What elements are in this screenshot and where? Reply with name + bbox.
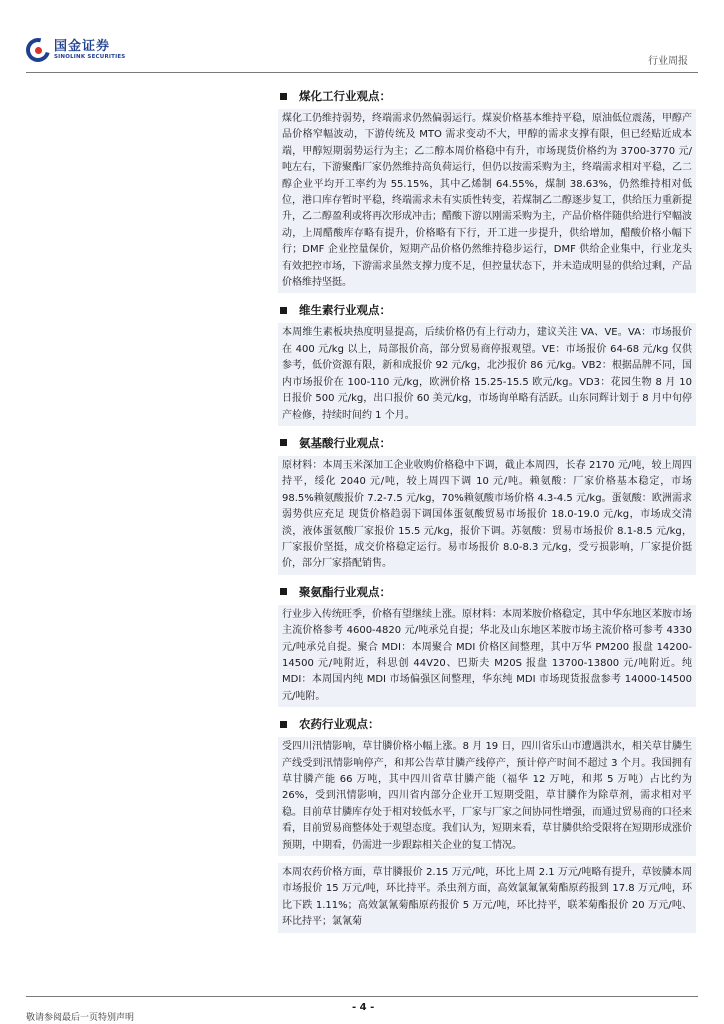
section-title-vitamin: 维生素行业观点： [278,300,696,320]
section-title-pesticide: 农药行业观点： [278,714,696,734]
footer-divider [26,996,698,997]
square-bullet-icon [280,439,287,446]
section-title-polyurethane: 聚氨酯行业观点： [278,582,696,602]
logo-icon [26,38,50,62]
report-type: 行业周报 [648,56,688,67]
square-bullet-icon [280,93,287,100]
company-logo [26,38,125,62]
square-bullet-icon [280,307,287,314]
section-title-amino-acid: 氨基酸行业观点： [278,433,696,453]
footer-disclaimer: 敬请参阅最后一页特别声明 [26,1013,135,1023]
paragraph: 本周维生素板块热度明显提高，后续价格仍有上行动力，建议关注 VA、VE。VA：市场报价在 400 元/kg 以上，局部报价高，部分贸易商停报观望。VE：市场报价 64-68 元/kg 仅供参考，低价资源有限，新和成报价 92 元/kg，北沙报价 86 元/kg。VB2：根据品牌不同，国内市场报价在 100-110 元/kg，欧洲价格 15.25-15.5 欧元/kg。VD3：花园生物 8 月 10 日报价 500 元/kg，出口报价 60 美元/kg，市场询单略有活跃。山东同辉计划于 8 月中旬停产检修，持续时间约 1 个月。 [278,323,696,425]
page-number: - 4 - [352,1002,375,1013]
header-divider [26,72,698,73]
paragraph: 本周农药价格方面，草甘膦报价 2.15 万元/吨，环比上周 2.1 万元/吨略有提升，草铵膦本周市场报价 15 万元/吨，环比持平。杀虫剂方面，高效氯氟氰菊酯原药报到 17.8 万元/吨，环比下跌 1.11%；高效氯氰菊酯原药报价 5 万元/吨，环比持平，联苯菊酯报价 20 万元/吨、环比持平；氯氰菊 [278,863,696,933]
logo-name-en: SINOLINK SECURITIES [54,53,126,60]
square-bullet-icon [280,588,287,595]
paragraph: 原材料：本周玉米深加工企业收购价格稳中下调，截止本周四，长春 2170 元/吨，较上周四持平，绥化 2040 元/吨，较上周四下调 10 元/吨。赖氨酸：厂家价格基本稳定，市场 98.5%赖氨酸报价 7.2-7.5 元/kg，70%赖氨酸市场价格 4.3-4.5 元/kg。蛋氨酸：欧洲需求弱势供应充足 现货价格趋弱下调国体蛋氨酸贸易市场报价 18.0-19.0 元/kg，市场成交清淡，液体蛋氨酸厂家报价 15.5 元/kg，报价下调。苏氨酸：贸易市场报价 8.1-8.5 元/kg，厂家报价坚挺，成交价格稳定运行。易市场报价 8.0-8.3 元/kg，受亏损影响，厂家提价挺价，部分厂家搭配销售。 [278,456,696,575]
page-header [26,36,698,72]
section-title-coal-chemical: 煤化工行业观点： [278,86,696,106]
paragraph: 行业步入传统旺季，价格有望继续上涨。原材料：本周苯胺价格稳定，其中华东地区苯胺市场主流价格参考 4600-4820 元/吨承兑自提；华北及山东地区苯胺市场主流价格可参考 4330 元/吨承兑自提。聚合 MDI：本周聚合 MDI 价格区间整理，其中万华 PM200 报盘 14200-14500 元/吨附近，科思创 44V20、巴斯夫 M20S 报盘 13700-13800 元/吨附近。纯 MDI：本周国内纯 MDI 市场偏强区间整理，华东纯 MDI 市场现货报盘参考 14000-14500 元/吨附。 [278,605,696,707]
square-bullet-icon [280,721,287,728]
main-content [278,86,696,940]
paragraph: 煤化工仍维持弱势，终端需求仍然偏弱运行。煤炭价格基本维持平稳，原油低位震荡，甲醇产品价格窄幅波动，下游传统及 MTO 需求变动不大，甲醇的需求支撑有限，但已经贴近成本端，甲醇短期弱势运行为主；乙二醇本周价格稳中有升，市场现货价格约为 3700-3770 元/吨左右，下游聚酯厂家仍然维持高负荷运行，但仍以按需采购为主，终端需求相对平稳，乙二醇企业平均开工率约为 55.15%，其中乙烯制 64.55%，煤制 38.63%，仍然维持相对低位，港口库存暂时平稳，终端需求未有实质性转变，若煤制乙二醇逐步复工，供给压力重新提升，乙二醇盈利或将再次形成冲击；醋酸下游以刚需采购为主，产品价格伴随供给进行窄幅波动，上周醋酸库存略有提升，价格略有下行，开工进一步提升，供给增加，醋酸价格小幅下行；DMF 企业控量保价，短期产品价格仍然维持稳步运行，DMF 供给企业集中，行业龙头有效把控市场，下游需求虽然支撑力度不足，但控量状态下，并未造成明显的供给过剩，产品价格维持坚挺。 [278,109,696,293]
paragraph: 受四川汛情影响，草甘膦价格小幅上涨。8 月 19 日，四川省乐山市遭遇洪水，相关草甘膦生产线受到汛情影响停产，和邦公告草甘膦产线停产，预计停产时间不超过 3 个月。我国拥有草甘膦产能 66 万吨，其中四川省草甘膦产能（福华 12 万吨，和邦 5 万吨）占比约为 26%，受到汛情影响，四川省内部分企业开工短期受阻，草甘膦作为除草剂，需求相对平稳。目前草甘膦库存处于相对较低水平，厂家与厂家之间协同性增强，而通过贸易商的口径来看，目前贸易商整体处于观望态度。我们认为，短期来看，草甘膦供给受限将在短期形成涨价预期，中期看，仍需进一步跟踪相关企业的复工情况。 [278,737,696,856]
logo-name-cn: 国金证券 [54,38,111,54]
